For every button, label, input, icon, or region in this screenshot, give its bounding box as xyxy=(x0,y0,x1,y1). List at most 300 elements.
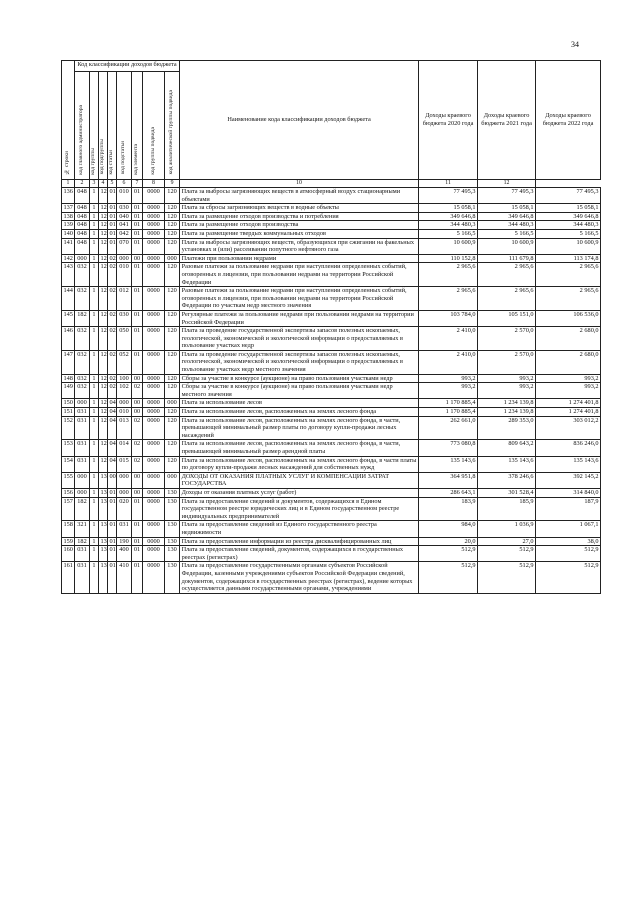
code-cell: 13 xyxy=(100,488,107,496)
name-cell: Разовые платежи за пользование недрами при наступлении определенных событий, оговоренных в лицензии, при пользовании недрами на территории Российской Федерации по участкам недр местного значения xyxy=(180,287,419,311)
column-number: 5 xyxy=(108,180,117,188)
code-cell: 1 xyxy=(90,456,99,472)
code-cell: 00 xyxy=(132,488,143,497)
value-2020-cell: 5 166,5 xyxy=(419,229,478,238)
value-2021-cell: 993,2 xyxy=(478,383,536,399)
code-cell: 015 xyxy=(117,456,132,472)
column-number: 8 xyxy=(143,180,165,188)
code-cell: 000 xyxy=(75,472,90,488)
code-cell: 042 xyxy=(117,229,132,238)
code-cell: 13 xyxy=(99,521,108,537)
code-cell: 012 xyxy=(117,287,132,311)
value-2020-cell: 2 965,6 xyxy=(419,263,478,287)
name-cell: Плата за использование лесов xyxy=(180,399,419,408)
value-2021-cell: 2 965,6 xyxy=(478,287,536,311)
code-cell: 031 xyxy=(75,456,90,472)
value-2020-cell: 183,9 xyxy=(419,497,478,521)
header-2022: Доходы краевого бюджета 2022 года xyxy=(536,61,601,180)
name-cell: Плата за размещение отходов производства и потребления xyxy=(180,212,419,221)
code-cell: 01 xyxy=(132,263,143,287)
table-row xyxy=(62,229,601,238)
code-cell: 01 xyxy=(132,310,143,326)
name-cell: Плата за предоставление сведений из Единого государственного реестра недвижимости xyxy=(180,521,419,537)
code-cell: 1 xyxy=(90,399,99,408)
row-number-cell: 158 xyxy=(62,521,75,537)
code-cell: 100 xyxy=(117,374,132,383)
code-cell: 01 xyxy=(132,221,143,230)
table-row xyxy=(62,221,601,230)
code-cell: 01 xyxy=(108,562,117,593)
value-2022-cell: 2 680,0 xyxy=(536,327,601,351)
code-cell: 0000 xyxy=(143,456,165,472)
code-cell: 13 xyxy=(99,546,108,562)
code-cell: 000 xyxy=(165,399,180,408)
header-name: Наименование кода классификации доходов бюджета xyxy=(180,61,419,180)
code-cell: 030 xyxy=(117,204,132,213)
code-cell: 01 xyxy=(108,188,117,204)
name-cell: Плата за предоставление информации из реестра дисквалифицированных лиц xyxy=(180,537,419,546)
code-cell: 02 xyxy=(108,327,117,351)
value-2020-cell: 262 661,0 xyxy=(419,416,478,440)
code-cell: 0000 xyxy=(143,238,165,254)
code-cell: 0000 xyxy=(143,488,165,497)
code-cell: 048 xyxy=(75,229,90,238)
column-number: 3 xyxy=(90,180,99,188)
value-2021-cell: 301 528,4 xyxy=(478,488,536,497)
value-2022-cell: 10 600,9 xyxy=(536,238,601,254)
table-row xyxy=(62,383,601,399)
code-cell: 130 xyxy=(165,488,180,497)
code-cell: 01 xyxy=(132,188,143,204)
value-2021-cell: 185,9 xyxy=(478,497,536,521)
code-cell: 0000 xyxy=(143,350,165,374)
code-cell: 1 xyxy=(90,221,99,230)
code-cell: 032 xyxy=(75,327,90,351)
code-cell: 12 xyxy=(99,327,108,351)
code-cell: 13 xyxy=(99,472,108,488)
code-cell: 0000 xyxy=(143,254,165,263)
code-cell: 010 xyxy=(117,408,132,417)
code-cell: 01 xyxy=(132,238,143,254)
code-cell: 01 xyxy=(132,327,143,351)
code-cell: 1 xyxy=(90,229,99,238)
header-code-col: код группы подвида xyxy=(143,72,165,180)
table-row xyxy=(62,562,601,593)
code-cell: 0000 xyxy=(143,221,165,230)
code-cell: 052 xyxy=(117,350,132,374)
column-number-row xyxy=(62,180,601,188)
value-2020-cell: 993,2 xyxy=(419,374,478,383)
value-2021-cell: 105 151,0 xyxy=(478,310,536,326)
header-2021: Доходы краевого бюджета 2021 года xyxy=(478,61,536,180)
value-2021-cell: 993,2 xyxy=(478,374,536,383)
code-cell: 032 xyxy=(75,383,90,399)
value-2021-cell: 349 646,8 xyxy=(478,212,536,221)
code-cell: 120 xyxy=(165,221,180,230)
value-2022-cell: 77 495,3 xyxy=(536,188,601,204)
row-number-cell: 161 xyxy=(62,562,75,593)
code-cell: 120 xyxy=(165,327,180,351)
value-2021-cell: 2 965,6 xyxy=(478,263,536,287)
code-cell: 120 xyxy=(165,408,180,417)
code-cell: 02 xyxy=(132,416,143,440)
code-cell: 12 xyxy=(99,350,108,374)
code-cell: 0000 xyxy=(143,399,165,408)
value-2022-cell: 38,0 xyxy=(536,537,601,546)
table-row xyxy=(62,416,601,440)
code-cell: 1 xyxy=(90,488,99,497)
code-cell: 1 xyxy=(90,238,99,254)
name-cell: Плата за предоставление сведений и документов, содержащихся в Едином государственном реестре юридических лиц и в Едином государственном реестре индивидуальных предпринимателей xyxy=(180,497,419,521)
value-2021-cell: 1 234 139,8 xyxy=(478,408,536,417)
value-2020-cell: 15 058,1 xyxy=(419,204,478,213)
value-2020-cell: 286 643,1 xyxy=(419,488,478,497)
value-2022-cell: 2 965,6 xyxy=(536,263,601,287)
code-cell: 190 xyxy=(117,537,132,546)
code-cell: 01 xyxy=(132,537,143,546)
code-cell: 0000 xyxy=(143,546,165,562)
column-number: 9 xyxy=(165,180,180,188)
table-row xyxy=(62,537,601,546)
name-cell: Регулярные платежи за пользование недрами при пользовании недрами на территории Российской Федерации xyxy=(180,310,419,326)
value-2022-cell: 993,2 xyxy=(536,374,601,383)
table-body xyxy=(62,180,601,594)
code-cell: 01 xyxy=(108,497,117,521)
code-cell: 12 xyxy=(100,212,107,220)
code-cell: 1 xyxy=(90,310,99,326)
code-cell: 12 xyxy=(99,188,108,204)
code-cell: 102 xyxy=(117,383,132,399)
row-number-cell: 153 xyxy=(62,440,75,456)
code-cell: 01 xyxy=(132,287,143,311)
code-cell: 120 xyxy=(165,440,180,456)
code-cell: 130 xyxy=(165,562,180,593)
row-number-cell: 139 xyxy=(63,221,73,229)
code-cell: 0000 xyxy=(143,263,165,287)
code-cell: 1 xyxy=(90,440,99,456)
table-row xyxy=(62,374,601,383)
value-2020-cell: 20,0 xyxy=(419,537,478,546)
code-cell: 01 xyxy=(108,521,117,537)
code-cell: 010 xyxy=(117,263,132,287)
value-2020-cell: 984,0 xyxy=(419,521,478,537)
code-cell: 000 xyxy=(75,254,90,263)
value-2021-cell: 344 480,3 xyxy=(478,221,536,230)
value-2021-cell: 289 353,0 xyxy=(478,416,536,440)
code-cell: 0000 xyxy=(143,383,165,399)
code-cell: 031 xyxy=(75,408,90,417)
code-cell: 1 xyxy=(90,562,99,593)
value-2021-cell: 27,0 xyxy=(478,537,536,546)
code-cell: 01 xyxy=(109,229,116,237)
name-cell: Плата за использование лесов, расположенных на землях лесного фонда, в части, превышающей минимальный размер арендной платы xyxy=(180,440,419,456)
code-cell: 410 xyxy=(117,562,132,593)
code-cell: 13 xyxy=(99,562,108,593)
value-2020-cell: 2 410,0 xyxy=(419,350,478,374)
value-2022-cell: 392 145,2 xyxy=(536,472,601,488)
code-cell: 031 xyxy=(75,562,90,593)
code-cell: 0000 xyxy=(143,229,165,238)
name-cell: Плата за выбросы загрязняющих веществ в атмосферный воздух стационарными объектами xyxy=(180,188,419,204)
code-cell: 0000 xyxy=(143,327,165,351)
row-number-cell: 146 xyxy=(62,327,75,351)
row-number-cell: 147 xyxy=(62,350,75,374)
value-2020-cell: 110 152,8 xyxy=(419,254,478,263)
code-cell: 120 xyxy=(165,229,180,238)
value-2021-cell: 1 036,9 xyxy=(478,521,536,537)
table-row xyxy=(62,238,601,254)
row-number-cell: 138 xyxy=(63,212,73,220)
code-cell: 00 xyxy=(132,399,143,408)
value-2020-cell: 2 410,0 xyxy=(419,327,478,351)
value-2020-cell: 349 646,8 xyxy=(419,212,478,221)
name-cell: Плата за предоставление сведений, документов, содержащихся в государственных реестрах (регистрах) xyxy=(180,546,419,562)
value-2020-cell: 103 784,0 xyxy=(419,310,478,326)
name-cell: Платежи при пользовании недрами xyxy=(180,254,419,263)
table-row xyxy=(62,440,601,456)
code-cell: 120 xyxy=(165,456,180,472)
code-cell: 048 xyxy=(75,221,90,230)
code-cell: 12 xyxy=(100,408,107,416)
table-row xyxy=(62,488,601,497)
code-cell: 0000 xyxy=(143,416,165,440)
code-cell: 031 xyxy=(75,546,90,562)
table-row xyxy=(62,287,601,311)
value-2022-cell: 836 246,0 xyxy=(536,440,601,456)
table-row xyxy=(62,408,601,417)
code-cell: 0000 xyxy=(143,408,165,417)
code-cell: 1 xyxy=(90,327,99,351)
code-cell: 120 xyxy=(165,310,180,326)
code-cell: 182 xyxy=(75,310,90,326)
name-cell: Разовые платежи за пользование недрами при наступлении определенных событий, оговоренных в лицензии, при пользовании недрами на территории Российской Федерации xyxy=(180,263,419,287)
code-cell: 04 xyxy=(108,416,117,440)
column-number: 12 xyxy=(478,180,536,188)
code-cell: 0000 xyxy=(143,537,165,546)
code-cell: 04 xyxy=(109,399,116,407)
code-cell: 321 xyxy=(75,521,90,537)
row-number-cell: 152 xyxy=(62,416,75,440)
code-cell: 032 xyxy=(75,374,90,383)
code-cell: 000 xyxy=(75,399,90,408)
code-cell: 000 xyxy=(117,488,132,497)
value-2020-cell: 344 480,3 xyxy=(419,221,478,230)
row-number-cell: 136 xyxy=(62,188,75,204)
value-2021-cell: 2 570,0 xyxy=(478,327,536,351)
code-cell: 030 xyxy=(117,310,132,326)
code-cell: 048 xyxy=(75,188,90,204)
code-cell: 0000 xyxy=(143,374,165,383)
code-cell: 12 xyxy=(99,287,108,311)
code-cell: 000 xyxy=(117,254,132,263)
code-cell: 0000 xyxy=(143,472,165,488)
code-cell: 01 xyxy=(132,497,143,521)
name-cell: Сборы за участие в конкурсе (аукционе) на право пользования участками недр местного значения xyxy=(180,383,419,399)
value-2022-cell: 303 012,2 xyxy=(536,416,601,440)
code-cell: 032 xyxy=(75,287,90,311)
value-2021-cell: 5 166,5 xyxy=(478,229,536,238)
code-cell: 0000 xyxy=(143,562,165,593)
code-cell: 00 xyxy=(132,472,143,488)
code-cell: 000 xyxy=(117,472,132,488)
table-row xyxy=(62,327,601,351)
name-cell: Плата за использование лесов, расположенных на землях лесного фонда xyxy=(180,408,419,417)
code-cell: 1 xyxy=(90,212,99,221)
code-cell: 041 xyxy=(117,221,132,230)
row-number-cell: 155 xyxy=(62,472,75,488)
code-cell: 1 xyxy=(90,374,99,383)
row-number-cell: 156 xyxy=(63,488,73,496)
row-number-cell: 160 xyxy=(62,546,75,562)
code-cell: 000 xyxy=(165,472,180,488)
code-cell: 0000 xyxy=(143,188,165,204)
name-cell: Плата за сбросы загрязняющих веществ в водные объекты xyxy=(180,204,419,213)
code-cell: 020 xyxy=(117,497,132,521)
code-cell: 02 xyxy=(108,263,117,287)
value-2022-cell: 135 143,6 xyxy=(536,456,601,472)
code-cell: 1 xyxy=(90,350,99,374)
table-row xyxy=(62,350,601,374)
name-cell: Плата за размещение твердых коммунальных отходов xyxy=(180,229,419,238)
value-2022-cell: 993,2 xyxy=(536,383,601,399)
code-cell: 12 xyxy=(100,229,107,237)
code-cell: 1 xyxy=(90,497,99,521)
row-number-cell: 159 xyxy=(63,537,73,545)
value-2021-cell: 111 679,8 xyxy=(478,254,536,263)
column-number: 4 xyxy=(99,180,108,188)
code-cell: 01 xyxy=(132,562,143,593)
code-cell: 1 xyxy=(90,287,99,311)
row-number-cell: 143 xyxy=(62,263,75,287)
code-cell: 070 xyxy=(117,238,132,254)
row-number-cell: 145 xyxy=(62,310,75,326)
value-2022-cell: 15 058,1 xyxy=(536,204,601,213)
code-cell: 01 xyxy=(109,537,116,545)
code-cell: 02 xyxy=(109,374,116,382)
header-classification-group: Код классификации доходов бюджета xyxy=(75,61,180,72)
code-cell: 120 xyxy=(165,287,180,311)
code-cell: 00 xyxy=(132,374,143,383)
value-2022-cell: 106 536,0 xyxy=(536,310,601,326)
code-cell: 12 xyxy=(99,416,108,440)
code-cell: 031 xyxy=(75,416,90,440)
value-2022-cell: 187,9 xyxy=(536,497,601,521)
value-2020-cell: 2 965,6 xyxy=(419,287,478,311)
code-cell: 12 xyxy=(100,204,107,212)
code-cell: 01 xyxy=(132,521,143,537)
value-2021-cell: 10 600,9 xyxy=(478,238,536,254)
value-2022-cell: 1 274 401,8 xyxy=(536,408,601,417)
row-number-cell: 154 xyxy=(62,456,75,472)
header-code-col: код группы xyxy=(90,72,99,180)
code-cell: 0000 xyxy=(143,212,165,221)
value-2022-cell: 512,9 xyxy=(536,546,601,562)
name-cell: Плата за проведение государственной экспертизы запасов полезных ископаемых, геологической, экономической и экологической информации о предоставляемых в пользование участках недр xyxy=(180,327,419,351)
name-cell: Сборы за участие в конкурсе (аукционе) на право пользования участками недр xyxy=(180,374,419,383)
table-row xyxy=(62,456,601,472)
code-cell: 0000 xyxy=(143,440,165,456)
code-cell: 12 xyxy=(100,254,107,262)
code-cell: 120 xyxy=(165,383,180,399)
table-row xyxy=(62,263,601,287)
code-cell: 01 xyxy=(132,350,143,374)
code-cell: 12 xyxy=(99,238,108,254)
code-cell: 02 xyxy=(108,287,117,311)
table-row xyxy=(62,472,601,488)
code-cell: 1 xyxy=(90,408,99,417)
code-cell: 01 xyxy=(109,221,116,229)
code-cell: 120 xyxy=(165,374,180,383)
row-number-cell: 150 xyxy=(63,399,73,407)
value-2022-cell: 314 840,0 xyxy=(536,488,601,497)
header-row-no: № строки xyxy=(62,61,75,180)
revenue-table xyxy=(61,60,601,594)
code-cell: 02 xyxy=(109,254,116,262)
value-2022-cell: 344 480,3 xyxy=(536,221,601,230)
code-cell: 04 xyxy=(108,440,117,456)
row-number-cell: 157 xyxy=(62,497,75,521)
value-2020-cell: 1 170 885,4 xyxy=(419,399,478,408)
code-cell: 00 xyxy=(108,472,117,488)
code-cell: 00 xyxy=(132,254,143,263)
code-cell: 1 xyxy=(90,383,99,399)
header-code-col: код аналитической группы подвида xyxy=(165,72,180,180)
value-2021-cell: 135 143,6 xyxy=(478,456,536,472)
code-cell: 120 xyxy=(165,416,180,440)
value-2022-cell: 349 646,8 xyxy=(536,212,601,221)
code-cell: 01 xyxy=(132,546,143,562)
row-number-cell: 148 xyxy=(63,374,73,382)
header-code-col: код подстатьи xyxy=(117,72,132,180)
code-cell: 12 xyxy=(100,221,107,229)
value-2020-cell: 773 080,8 xyxy=(419,440,478,456)
row-number-cell: 140 xyxy=(63,229,73,237)
value-2020-cell: 135 143,6 xyxy=(419,456,478,472)
header-code-col: код статьи xyxy=(108,72,117,180)
header-code-col: код подгруппы xyxy=(99,72,108,180)
row-number-cell: 151 xyxy=(63,408,73,416)
row-number-cell: 142 xyxy=(63,254,73,262)
code-cell: 02 xyxy=(108,310,117,326)
code-cell: 014 xyxy=(117,440,132,456)
code-cell: 031 xyxy=(117,521,132,537)
code-cell: 0000 xyxy=(143,204,165,213)
table-row xyxy=(62,497,601,521)
code-cell: 130 xyxy=(165,546,180,562)
code-cell: 0000 xyxy=(143,497,165,521)
code-cell: 02 xyxy=(108,350,117,374)
code-cell: 000 xyxy=(117,399,132,408)
code-cell: 1 xyxy=(90,537,99,546)
code-cell: 032 xyxy=(75,263,90,287)
value-2022-cell: 1 274 401,8 xyxy=(536,399,601,408)
name-cell: Плата за предоставление государственными органами субъектов Российской Федерации, казенными учреждениями субъектов Российской Федерации сведений, документов, содержащихся в государственных реестрах (регистрах), ведение которых осуществляется данными государственными органами, учреждениями xyxy=(180,562,419,593)
value-2020-cell: 993,2 xyxy=(419,383,478,399)
header-code-col: код элемента xyxy=(132,72,143,180)
value-2020-cell: 364 951,8 xyxy=(419,472,478,488)
name-cell: Плата за размещение отходов производства xyxy=(180,221,419,230)
name-cell: Плата за использование лесов, расположенных на землях лесного фонда, в части, превышающей минимальный размер платы по договору купли-продажи лесных насаждений xyxy=(180,416,419,440)
code-cell: 01 xyxy=(108,546,117,562)
code-cell: 02 xyxy=(132,456,143,472)
code-cell: 04 xyxy=(108,456,117,472)
value-2022-cell: 5 166,5 xyxy=(536,229,601,238)
code-cell: 12 xyxy=(99,440,108,456)
code-cell: 12 xyxy=(100,399,107,407)
value-2022-cell: 113 174,8 xyxy=(536,254,601,263)
code-cell: 04 xyxy=(109,408,116,416)
value-2022-cell: 2 965,6 xyxy=(536,287,601,311)
